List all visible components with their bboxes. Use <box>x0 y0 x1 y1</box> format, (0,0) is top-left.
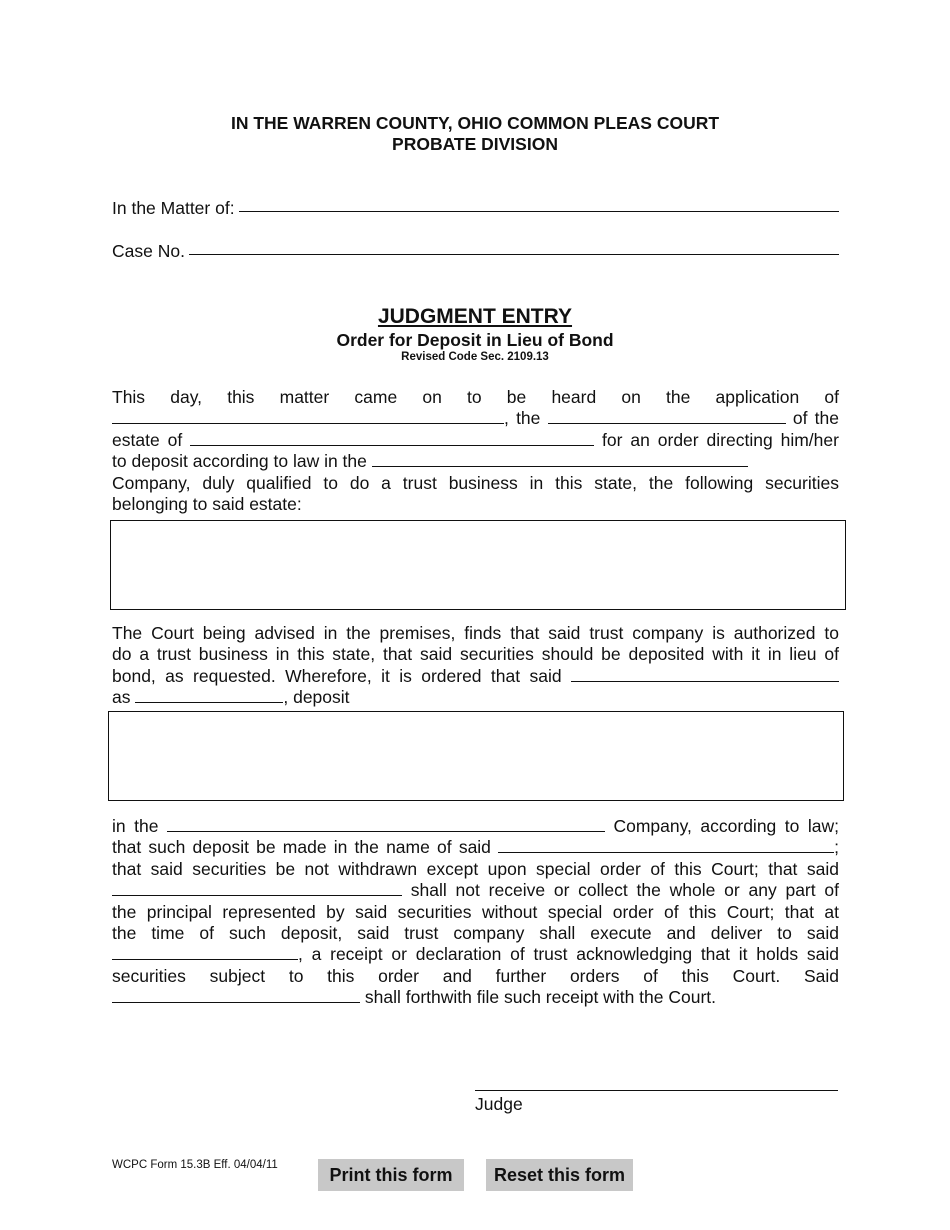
court-division: PROBATE DIVISION <box>392 134 558 154</box>
application-paragraph: This day, this matter came on to be heard on the application of , the of the estate of for an order directing him/her to deposit according to law in the Company, duly qualified to do a trust business in this state, the following securities belonging to said estate: <box>112 387 839 515</box>
matter-field[interactable] <box>239 210 839 212</box>
case-label: Case No. <box>112 241 185 261</box>
matter-label: In the Matter of: <box>112 198 235 218</box>
document-title: JUDGMENT ENTRY <box>377 305 573 328</box>
print-form-button[interactable]: Print this form <box>318 1159 464 1191</box>
estate-name-field[interactable] <box>190 430 594 446</box>
para1-line1: This day, this matter came on to be heard on the application of <box>112 387 839 407</box>
deposit-name-field[interactable] <box>498 837 834 853</box>
fiduciary-name-field[interactable] <box>571 666 839 682</box>
fiduciary-restriction-field[interactable] <box>112 880 402 896</box>
applicant-name-field[interactable] <box>112 408 504 424</box>
reset-form-button[interactable]: Reset this form <box>486 1159 633 1191</box>
receipt-recipient-field[interactable] <box>112 944 298 960</box>
applicant-title-field[interactable] <box>548 408 786 424</box>
deposit-securities-box[interactable] <box>108 711 844 801</box>
revised-code: Revised Code Sec. 2109.13 <box>401 351 549 363</box>
fiduciary-capacity-field[interactable] <box>135 687 283 703</box>
deposit-company-field[interactable] <box>167 816 605 832</box>
case-row <box>112 241 839 262</box>
judge-signature-line[interactable] <box>475 1090 838 1091</box>
document-subtitle: Order for Deposit in Lieu of Bond <box>336 330 614 350</box>
court-finding-paragraph: The Court being advised in the premises, finds that said trust company is authorized to do a trust business in this state, that said securities should be deposited with it in lieu of bond, as requested. Wherefore, it is ordered that said as , deposit <box>112 623 839 708</box>
trust-company-field[interactable] <box>372 451 748 467</box>
judge-label: Judge <box>475 1094 523 1114</box>
form-id: WCPC Form 15.3B Eff. 04/04/11 <box>112 1159 278 1171</box>
matter-row <box>112 198 839 219</box>
filer-name-field[interactable] <box>112 987 360 1003</box>
securities-list-box[interactable] <box>110 520 846 610</box>
deposit-order-paragraph: in the Company, according to law; that such deposit be made in the name of said ; that said securities be not withdrawn except upon special order of this Court; that said shall not receive or collect the whole or any part of the principal represented by said securities without special order of this Court; that at the time of such deposit, said trust company shall execute and deliver to said , a receipt or declaration of trust acknowledging that it holds said securities subject to this order and further orders of this Court. Said shall forthwith file such receipt with the Court. <box>112 816 839 1008</box>
case-number-field[interactable] <box>189 253 839 255</box>
court-name: IN THE WARREN COUNTY, OHIO COMMON PLEAS COURT <box>230 113 720 133</box>
